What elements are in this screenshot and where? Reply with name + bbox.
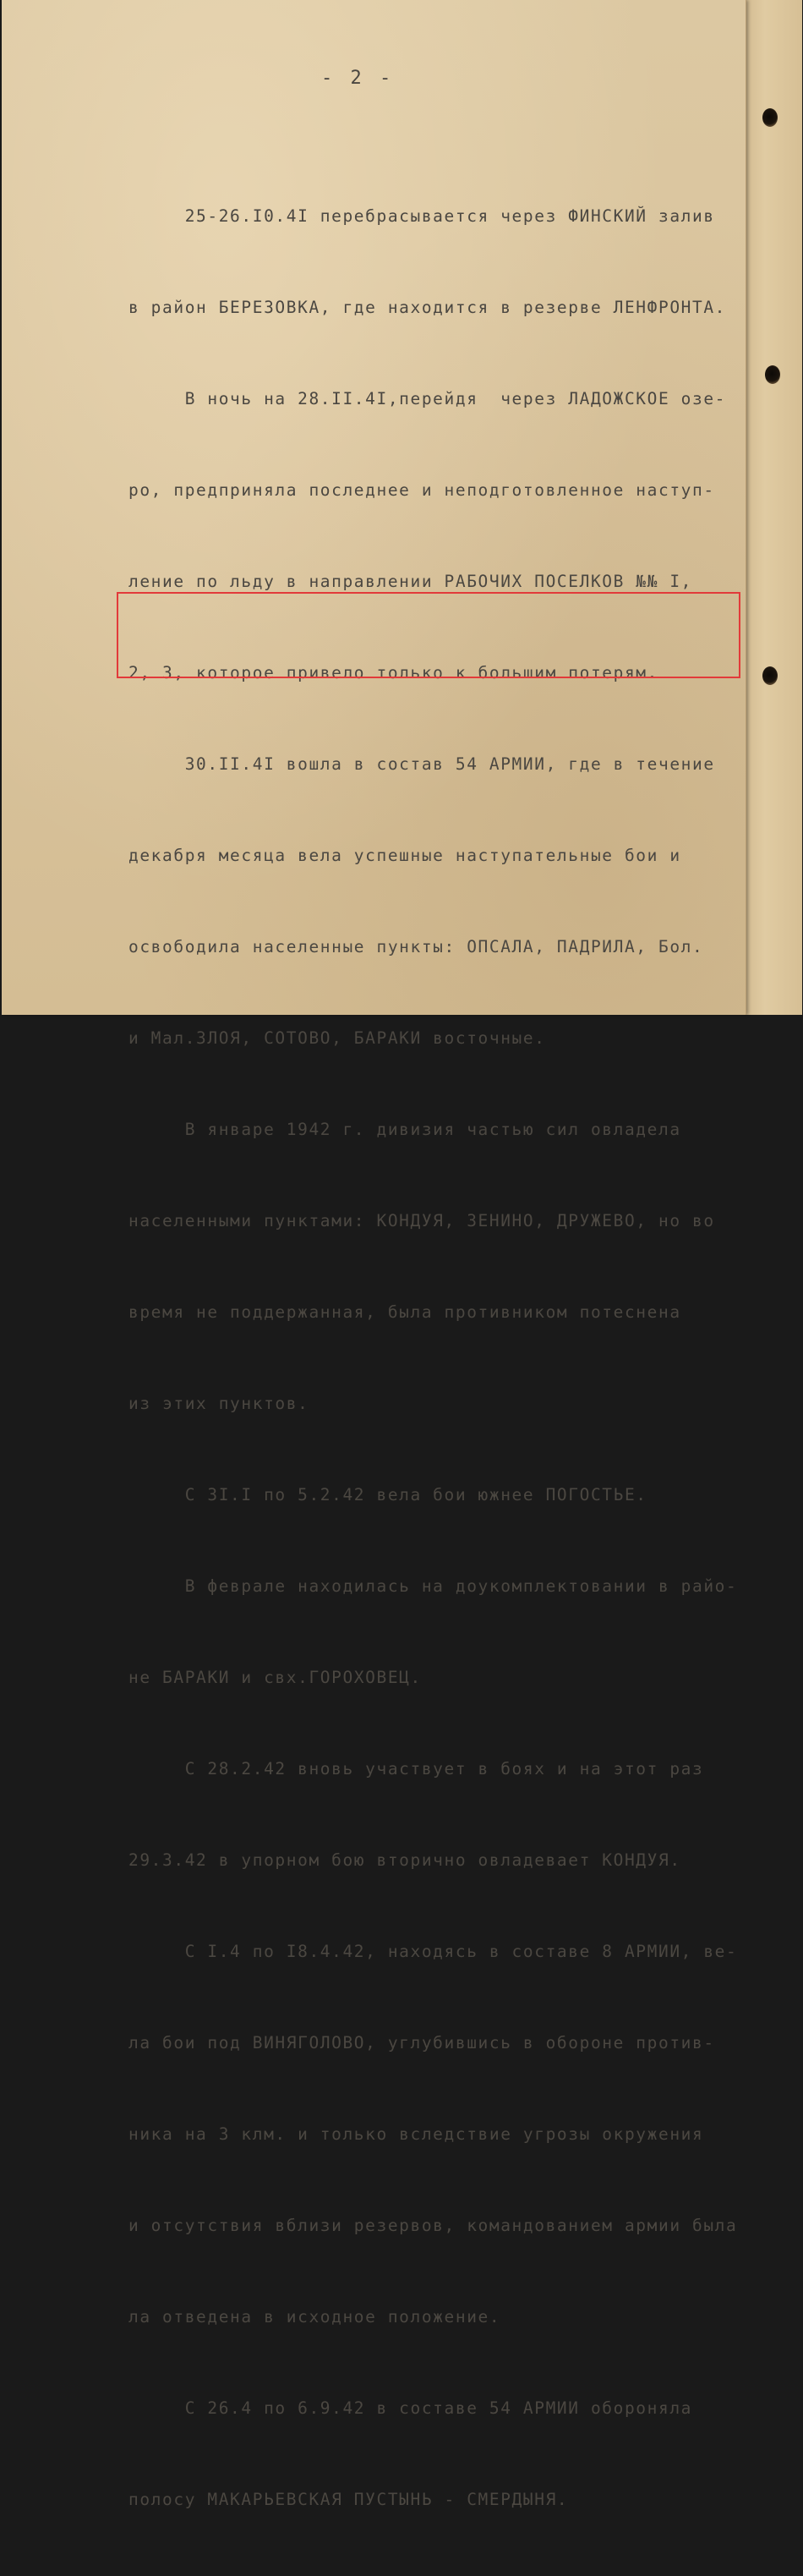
text-line: ла отведена в исходное положение. — [128, 2307, 501, 2327]
document-page — [2, 0, 746, 2509]
binder-hole-3 — [762, 666, 778, 685]
text-line: ро, предприняла последнее и неподготовленное наступ- — [128, 480, 715, 500]
typed-text-block — [128, 140, 737, 2576]
text-line: В январе 1942 г. дивизия частью сил овладела — [128, 1120, 681, 1139]
binder-hole-2 — [765, 365, 780, 384]
text-line: 25-26.I0.4I перебрасывается через ФИНСКИЙ залив — [128, 206, 715, 226]
text-line: ление по льду в направлении РАБОЧИХ ПОСЕЛКОВ №№ I, — [128, 572, 692, 591]
page-number: - 2 - — [321, 68, 395, 89]
text-line: из этих пунктов. — [128, 1394, 309, 1413]
text-line: и отсутствия вблизи резервов, командованием армии была — [128, 2216, 738, 2235]
text-line: С 3I.I по 5.2.42 вела бои южнее ПОГОСТЬЕ. — [128, 1485, 647, 1504]
text-line: В ночь на 28.II.4I,перейдя через ЛАДОЖСКОЕ озе- — [128, 389, 727, 408]
text-line: В феврале находилась на доукомплектовании в райо- — [128, 1576, 738, 1596]
text-line: 29.3.42 в упорном бою вторично овладевает КОНДУЯ. — [128, 1850, 681, 1870]
binder-hole-1 — [762, 108, 778, 127]
text-line: ника на 3 клм. и только вследствие угрозы окружения — [128, 2124, 704, 2144]
text-line: в район БЕРЕЗОВКА, где находится в резерве ЛЕНФРОНТА. — [128, 298, 727, 317]
text-line: полосу МАКАРЬЕВСКАЯ ПУСТЫНЬ - СМЕРДЫНЯ. — [128, 2490, 569, 2509]
highlight-box — [117, 592, 740, 678]
text-line: С I.4 по I8.4.42, находясь в составе 8 АРМИИ, ве- — [128, 1942, 738, 1961]
text-line: С 28.2.42 вновь участвует в боях и на этот раз — [128, 1759, 704, 1779]
text-line: декабря месяца вела успешные наступательные бои и — [128, 846, 681, 865]
text-line: 30.II.4I вошла в состав 54 АРМИИ, где в течение — [128, 754, 715, 774]
text-line: населенными пунктами: КОНДУЯ, ЗЕНИНО, ДРУЖЕВО, но во — [128, 1211, 715, 1230]
text-line: время не поддержанная, была противником потеснена — [128, 1302, 681, 1322]
text-line: и Мал.ЗЛОЯ, СОТОВО, БАРАКИ восточные. — [128, 1028, 546, 1048]
text-line: С 26.4 по 6.9.42 в составе 54 АРМИИ обороняла — [128, 2398, 692, 2418]
text-line: не БАРАКИ и свх.ГОРОХОВЕЦ. — [128, 1668, 422, 1687]
text-line: 2, 3, которое привело только к большим потерям. — [128, 663, 658, 682]
text-line: ла бои под ВИНЯГОЛОВО, углубившись в обороне против- — [128, 2033, 715, 2053]
text-line: освободила населенные пункты: ОПСАЛА, ПАДРИЛА, Бол. — [128, 937, 704, 956]
